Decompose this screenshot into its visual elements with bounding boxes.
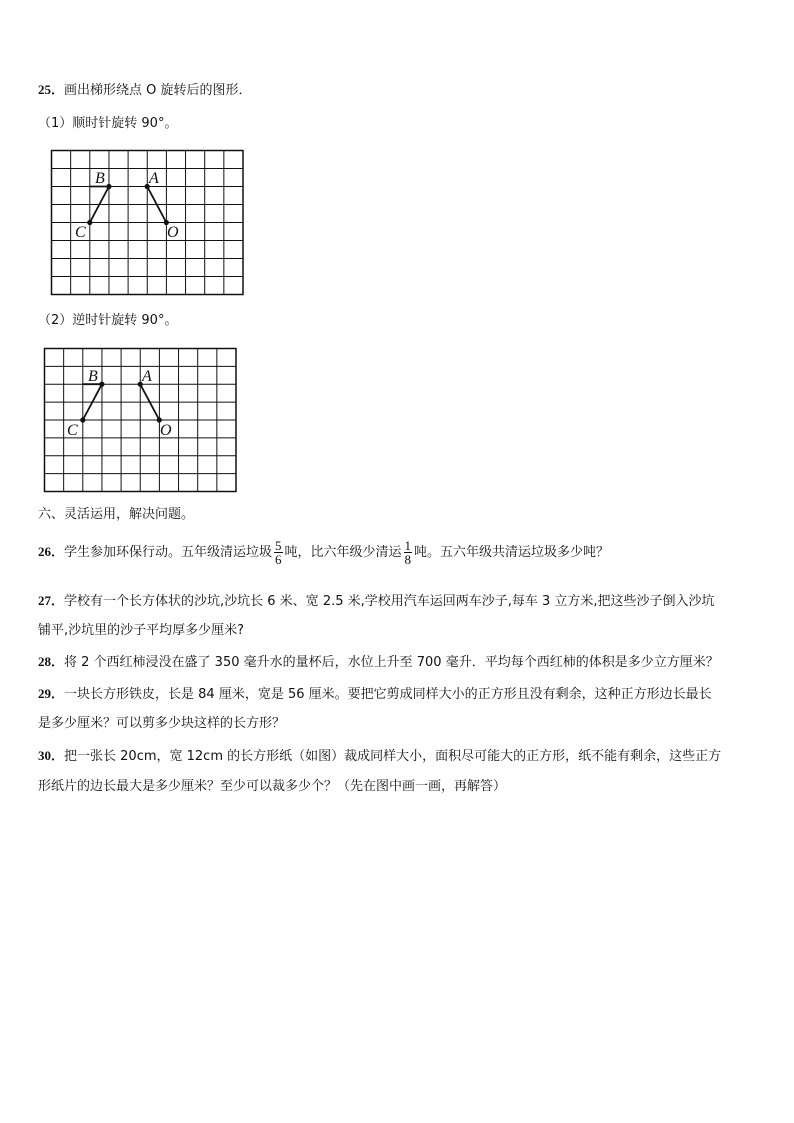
fraction-one-eighth: $\frac{1}{8}$ — [404, 538, 412, 567]
grid-lines — [45, 349, 237, 492]
q27-line1 — [38, 593, 715, 610]
label-o: O — [160, 422, 172, 439]
rotation-grid-1 — [50, 149, 246, 299]
question-text: 将 2 个西红柿浸没在盛了 350 毫升水的量杯后，水位上升至 700 毫升．平均每个西红柿的体积是多少立方厘米？ — [64, 655, 719, 670]
question-text: 画出梯形绕点 O 旋转后的图形． — [64, 83, 252, 98]
question-text-c: 吨。五六年级共清运垃圾多少吨？ — [414, 545, 610, 560]
question-number: 29． — [38, 686, 65, 701]
question-number: 26． — [38, 544, 65, 559]
q25-part1: （1）顺时针旋转 90°。 — [38, 116, 178, 131]
question-text: 学校有一个长方体状的沙坑,沙坑长 6 米、宽 2.5 米,学校用汽车运回两车沙子,每车 3 立方米,把这些沙子倒入沙坑 — [64, 594, 715, 609]
label-b: B — [95, 170, 105, 187]
q25-line — [38, 82, 252, 99]
q29-line2: 是多少厘米？可以剪多少块这样的长方形？ — [38, 716, 286, 731]
q28-line — [38, 654, 719, 671]
label-b: B — [88, 368, 98, 385]
point-b — [106, 184, 111, 189]
question-text: 把一张长 20cm，宽 12cm 的长方形纸（如图）裁成同样大小，面积尽可能大的正方形，纸不能有剩余，这些正方 — [64, 749, 722, 764]
label-o: O — [167, 224, 179, 241]
q26-line — [38, 537, 609, 568]
label-a: A — [149, 170, 159, 187]
grid-lines — [52, 151, 244, 295]
point-c — [87, 220, 92, 225]
fraction-five-sixths: $\frac{5}{6}$ — [275, 538, 282, 567]
question-text: 一块长方形铁皮，长是 84 厘米，宽是 56 厘米。要把它剪成同样大小的正方形且没有剩余，这种正方形边长最长 — [64, 687, 712, 702]
question-text-a: 学生参加环保行动。五年级清运垃圾 — [64, 545, 273, 560]
q27-line2: 铺平,沙坑里的沙子平均厚多少厘米? — [38, 623, 245, 638]
point-c — [80, 417, 85, 422]
question-number: 25． — [38, 82, 65, 97]
q29-line1 — [38, 686, 712, 703]
question-number: 30． — [38, 748, 65, 763]
question-text-b: 吨，比六年级少清运 — [284, 545, 402, 560]
label-c: C — [67, 422, 78, 439]
label-c: C — [75, 224, 86, 241]
q30-line2: 形纸片的边长最大是多少厘米？至少可以裁多少个？（先在图中画一画，再解答） — [38, 779, 507, 794]
question-number: 28． — [38, 654, 65, 669]
rotation-grid-2 — [43, 347, 239, 495]
q25-part2: （2）逆时针旋转 90°。 — [38, 313, 178, 328]
question-number: 27． — [38, 593, 65, 608]
section-heading: 六、灵活运用，解决问题。 — [38, 507, 195, 522]
q30-line1 — [38, 748, 721, 765]
point-b — [99, 382, 104, 387]
label-a: A — [142, 368, 152, 385]
